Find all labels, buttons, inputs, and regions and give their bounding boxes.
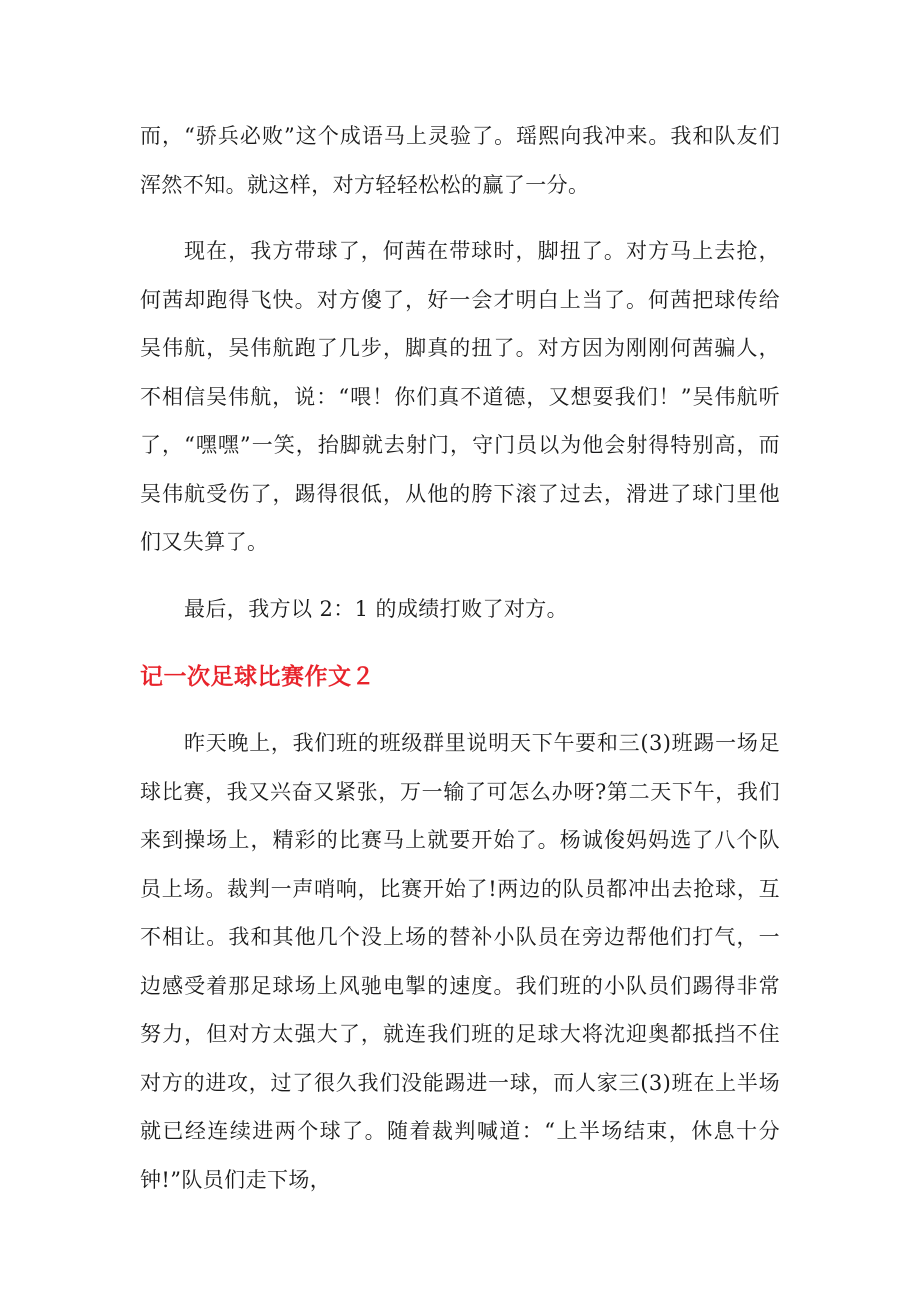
section-heading: 记一次足球比赛作文２ bbox=[140, 664, 375, 690]
paragraph-1: 而，“骄兵必败”这个成语马上灵验了。瑶熙向我冲来。我和队友们浑然不知。就这样，对方轻轻松松的赢了一分。 bbox=[140, 124, 780, 197]
paragraph-4: 昨天晚上，我们班的班级群里说明天下午要和三(3)班踢一场足球比赛，我又兴奋又紧张，万一输了可怎么办呀?第二天下午，我们来到操场上，精彩的比赛马上就要开始了。杨诚俊妈妈选了八个队员上场。裁判一声哨响，比赛开始了!两边的队员都冲出去抢球，互不相让。我和其他几个没上场的替补小队员在旁边帮他们打气，一边感受着那足球场上风驰电掣的速度。我们班的小队员们踢得非常努力，但对方太强大了，就连我们班的足球大将沈迎奥都抵挡不住对方的进攻，过了很久我们没能踢进一球，而人家三(3)班在上半场就已经连续进两个球了。随着裁判喊道：“上半场结束，休息十分钟!”队员们走下场， bbox=[140, 731, 780, 1192]
paragraph-3: 最后，我方以 2：1 的成绩打败了对方。 bbox=[184, 596, 569, 621]
paragraph-2: 现在，我方带球了，何茜在带球时，脚扭了。对方马上去抢，何茜却跑得飞快。对方傻了，好一会才明白上当了。何茜把球传给吴伟航，吴伟航跑了几步，脚真的扭了。对方因为刚刚何茜骗人，不相信吴伟航，说：“喂！你们真不道德，又想耍我们！”吴伟航听了，“嘿嘿”一笑，抬脚就去射门，守门员以为他会射得特别高，而吴伟航受伤了，踢得很低，从他的胯下滚了过去，滑进了球门里他们又失算了。 bbox=[140, 239, 780, 554]
document-body bbox=[140, 112, 780, 1204]
